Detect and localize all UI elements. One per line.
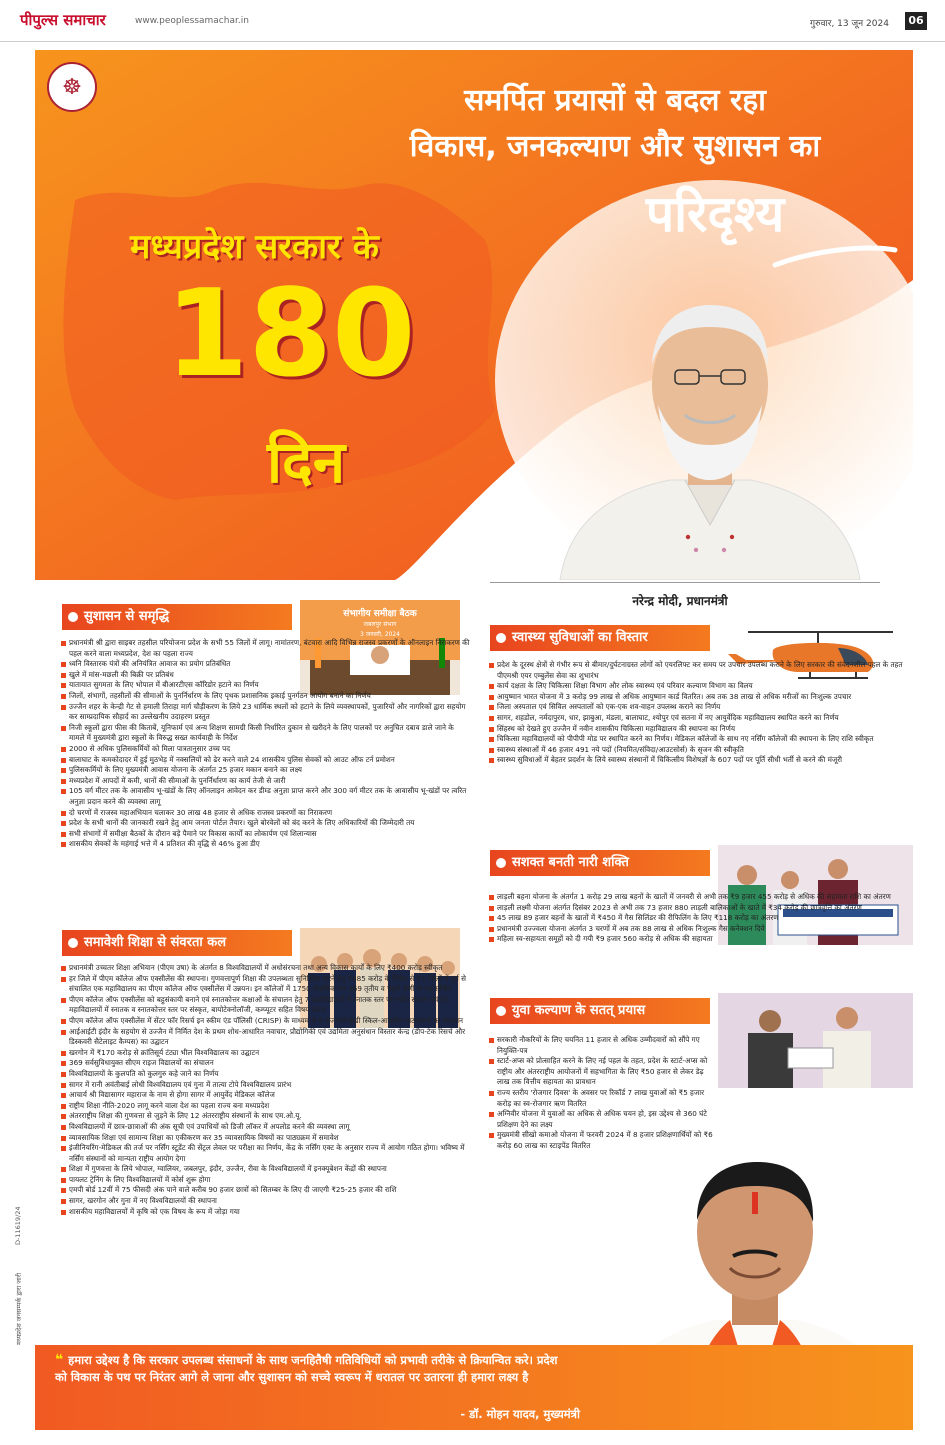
list-item: स्वास्थ्य संस्थाओं में 46 हजार 491 नये पदों (नियमित/संविदा/आउटसोर्स) के सृजन की स्वीकृति: [488, 745, 913, 756]
list-item: विश्वविद्यालयों में छात्र-छात्राओं की अंक सूची एवं उपाधियों को डिजी लॉकर में अपलोड करने की व्यवस्था लागू: [60, 1122, 470, 1133]
list-item: अंतरराष्ट्रीय शिक्षा की गुणवत्ता से जुड़ने के लिए 12 अंतरराष्ट्रीय संस्थानों के साथ एम.ओ.यू.: [60, 1111, 470, 1122]
list-item: राष्ट्रीय शिक्षा नीति-2020 लागू करने वाला देश का पहला राज्य बना मध्यप्रदेश: [60, 1101, 470, 1112]
publisher-credit: मध्यप्रदेश जनसम्पर्क द्वारा जारी: [15, 1272, 23, 1345]
website-url[interactable]: www.peoplessamachar.in: [135, 16, 249, 26]
headline-line-1: समर्पित प्रयासों से बदल रहा: [464, 83, 766, 118]
days-unit: दिन: [267, 428, 346, 496]
list-item: प्रधानमंत्री उज्ज्वला योजना अंतर्गत 3 चरणों में अब तक 88 लाख से अधिक निःशुल्क गैस कनेक्शन दिये: [488, 924, 913, 935]
headline-big: परिदृश्य: [645, 185, 785, 243]
list-item: अग्निवीर योजना में युवाओं का अधिक से अधिक चयन हो, इस उद्देश्य से 360 घंटे प्रशिक्षण देने का लक्ष्य: [488, 1109, 713, 1130]
list-item: सागर में रानी अवंतीबाई लोधी विश्वविद्यालय एवं गुना में तात्या टोपे विश्वविद्यालय प्रारंभ: [60, 1080, 470, 1091]
section-heading-nari: सशक्त बनती नारी शक्ति: [490, 850, 710, 876]
list-item: दो चरणों में राजस्व महाअभियान चलाकर 30 लाख 48 हजार से अधिक राजस्व प्रकरणों का निराकरण: [60, 808, 470, 819]
list-item: प्रदेश के सभी थानों की जानकारी रखने हेतु आम जनता पोर्टल तैयार। खुले बोरवेलों को बंद करने के लिए अधिकारियों की जिम्मेदारी तय: [60, 818, 470, 829]
youth-welfare-illustration: [718, 993, 913, 1088]
section-heading-yuva: युवा कल्याण के सतत् प्रयास: [490, 998, 710, 1024]
list-item: 2000 से अधिक पुलिसकर्मियों को मिला पात्रतानुसार उच्च पद: [60, 744, 470, 755]
pm-portrait: [540, 275, 880, 580]
headline-line-2: विकास, जनकल्याण और सुशासन का: [409, 129, 821, 164]
list-item: 45 लाख 89 हजार बहनों के खातों में ₹450 में गैस सिलिंडर की रीफिलिंग के लिए ₹118 करोड़ का अंतरण: [488, 913, 913, 924]
ad-code: D-11619/24: [14, 1206, 22, 1245]
cm-quote-text: हमारा उद्देश्य है कि सरकार उपलब्ध संसाधनों के साथ जनहितैषी गतिविधियों को प्रभावी तरीके से क्रियान्वित करे। प्रदेश को विकास के पथ पर निरंतर आगे ले जाना और सुशासन को सच्चे स्वरूप में धरातल पर उतारना ही हमारा लक्ष्य है: [55, 1353, 558, 1384]
list-item: ध्वनि विस्तारक यंत्रों की अनियंत्रित आवाज का प्रयोग प्रतिबंधित: [60, 659, 470, 670]
list-item: जिलों, संभागों, तहसीलों की सीमाओं के पुनर्निर्धारण के लिए पृथक प्रशासनिक इकाई पुनर्गठन आयोग बनाने का निर्णय: [60, 691, 470, 702]
list-item: सागर, शहडोल, नर्मदापुरम, धार, झाबुआ, मंडला, बालाघाट, श्योपुर एवं सतना में नए आयुर्वेदिक महाविद्यालय स्थापित करने का निर्णय: [488, 713, 913, 724]
review-meeting-title: संभागीय समीक्षा बैठक: [343, 609, 417, 619]
list-item: सभी संभागों में समीक्षा बैठकों के दौरान बड़े पैमाने पर विकास कार्यों का लोकार्पण एवं शिलान्यास: [60, 829, 470, 840]
cm-quote: [55, 1352, 565, 1386]
issue-date: गुरुवार, 13 जून 2024: [810, 19, 889, 29]
list-item: प्रधानमंत्री श्री द्वारा साइबर तहसील परियोजना प्रदेश के सभी 55 जिलों में लागू। नामांतरण, बंटवारा आदि विभिन्न राजस्व प्रकरणों के ऑनलाइन निराकरण की पहल करने वाला मध्यप्रदेश, देश का पहला राज्य: [60, 638, 470, 659]
list-item: 105 वर्ग मीटर तक के आवासीय भू-खंडों के लिए ऑनलाइन आवेदन कर डीम्ड अनुज्ञा प्राप्त करने और 300 वर्ग मीटर तक के आवासीय भू-खंडों पर त्वरित अनुज्ञा प्रदान करने की व्यवस्था लागू: [60, 786, 470, 807]
banner: [35, 50, 913, 580]
list-item: राज्य स्तरीय 'रोजगार दिवस' के अवसर पर रिकॉर्ड 7 लाख युवाओं को ₹5 हजार करोड़ का स्व-रोजगार ऋण वितरित: [488, 1088, 713, 1109]
list-item: पीएम कॉलेज ऑफ एक्सीलेंस को बहुसंकायी बनाने एवं स्नातकोत्तर कक्षाओं के संचालन हेतु 7 महाविद्यालयों में स्नातक स्तर पर नवीन संकाय एवं 55 महाविद्यालयों में स्नातक व स्नातकोत्तर स्तर पर संस्कृत, बायोटेक्नोलॉजी, कम्प्यूटर सहित विषय प्रारंभ: [60, 995, 470, 1016]
list-item: पीएम कॉलेज ऑफ एक्सीलेंस में सेंटर फॉर रिसर्च इन स्कीम एंड पॉलिसी (CRISP) के माध्यम से 6 रोजगारोन्मुखी स्किल-आधारित पाठ्यक्रमों का संचालन: [60, 1016, 470, 1027]
list-item: जिला अस्पताल एवं सिविल अस्पतालों को एक-एक शव-वाहन उपलब्ध कराने का निर्णय: [488, 702, 913, 713]
shiksha-list: [60, 963, 470, 1217]
list-item: पुलिसकर्मियों के लिए मुख्यमंत्री आवास योजना के अंतर्गत 25 हजार मकान बनाने का लक्ष्य: [60, 765, 470, 776]
swasthya-list: [488, 660, 913, 766]
list-item: महिला स्व-सहायता समूहों को दी गयी ₹9 हजार 560 करोड़ से अधिक की सहायता: [488, 934, 913, 945]
list-item: सरकारी नौकरियों के लिए चयनित 11 हजार से अधिक उम्मीदवारों को सौंपे गए नियुक्ति-पत्र: [488, 1035, 713, 1056]
list-item: प्रधानमंत्री उच्चतर शिक्षा अभियान (पीएम उषा) के अंतर्गत 8 विश्वविद्यालयों में अधोसंरचना तथा अन्य विकास कार्यों के लिए ₹400 करोड़ स्वीकृत: [60, 963, 470, 974]
list-item: यातायात सुगमता के लिए भोपाल में बीआरटीएस कॉरिडोर हटाने का निर्णय: [60, 680, 470, 691]
list-item: मुख्यमंत्री सीखो कमाओ योजना में फरवरी 2024 में 8 हजार प्रशिक्षणार्थियों को ₹6 करोड़ 60 लाख का स्टाइपेंड वितरित: [488, 1130, 713, 1151]
list-item: उज्जैन शहर के केन्द्री गेट से हमाली तिराहा मार्ग चौड़ीकरण के लिये 23 धार्मिक स्थलों को हटाने के लिये व्यवस्थापकों, पुजारियों और नागरिकों द्वारा सहयोग कर साम्प्रदायिक सौहार्द का उल्लेखनीय उदाहरण प्रस्तुत: [60, 702, 470, 723]
list-item: व्यावसायिक शिक्षा एवं सामान्य शिक्षा का एकीकरण कर 35 व्यावसायिक विषयों का पाठ्यक्रम में समावेश: [60, 1133, 470, 1144]
banner-headline: [355, 78, 875, 170]
list-item: आचार्य श्री विद्यासागर महाराज के नाम से होगा सागर में आयुर्वेद मेडिकल कॉलेज: [60, 1090, 470, 1101]
list-item: 369 सर्वसुविधायुक्त सीएम राइज विद्यालयों का संचालन: [60, 1058, 470, 1069]
review-meeting-subtitle: जबलपुर संभाग: [363, 621, 397, 628]
list-item: एमपी बोर्ड 12वीं में 75 फीसदी अंक पाने वाले करीब 90 हजार छात्रों को सितम्बर के लिए दी जाएगी ₹25-25 हजार की राशि: [60, 1185, 470, 1196]
cm-quote-author: - डॉ. मोहन यादव, मुख्यमंत्री: [460, 1407, 580, 1421]
list-item: आईआईटी इंदौर के सहयोग से उज्जैन में निर्मित देश के प्रथम शोध-आधारित नवाचार, प्रौद्योगिकी एवं उद्यमिता अनुसंधान विस्तार केन्द्र (डीप-टेक रिसर्च और डिस्कवरी सैटेलाइट कैम्पस) का उद्घाटन: [60, 1027, 470, 1048]
mp-govt-title: मध्यप्रदेश सरकार के: [130, 227, 379, 267]
review-meeting-date: 3 जनवरी, 2024: [360, 631, 400, 638]
sushasan-list: [60, 638, 470, 850]
newspaper-logo[interactable]: पीपुल्स समाचार: [20, 11, 106, 29]
list-item: प्रदेश के दूरस्थ क्षेत्रों से गंभीर रूप से बीमार/दुर्घटनाग्रस्त लोगों को एयरलिफ्ट कर समय पर उपचार उपलब्ध कराने के लिए सरकार की संवेदनशील पहल के तहत पीएमश्री एयर एम्बुलेंस सेवा का शुभारंभ: [488, 660, 913, 681]
page-number: 06: [905, 12, 927, 30]
list-item: निजी स्कूलों द्वारा फीस की किताबें, यूनिफार्म एवं अन्य शिक्षण सामग्री किसी निर्धारित दुकान से खरीदने के लिए पालकों पर अनुचित दबाव डाले जाने के मामले में मुख्यमंत्री द्वारा स्कूलों के विरुद्ध सख्त कार्यवाही के निर्देश: [60, 723, 470, 744]
yuva-list: [488, 1035, 713, 1152]
list-item: सागर, खरगोन और गुना में नए विश्वविद्यालयों की स्थापना: [60, 1196, 470, 1207]
list-item: खुले में मांस-मछली की बिक्री पर प्रतिबंध: [60, 670, 470, 681]
list-item: शासकीय महाविद्यालयों में कृषि को एक विषय के रूप में जोड़ा गया: [60, 1207, 470, 1218]
mp-govt-emblem-icon: ☸: [47, 62, 97, 112]
list-item: कार्य दक्षता के लिए चिकित्सा शिक्षा विभाग और लोक स्वास्थ्य एवं परिवार कल्याण विभाग का विलय: [488, 681, 913, 692]
list-item: चिकित्सा महाविद्यालयों को पीपीपी मोड पर स्थापित करने का निर्णय। मेडिकल कॉलेजों के साथ नए नर्सिंग कॉलेजों की स्थापना के लिए राशि स्वीकृत: [488, 734, 913, 745]
list-item: विश्वविद्यालयों के कुलपति को कुलगुरु कहे जाने का निर्णय: [60, 1069, 470, 1080]
list-item: शिक्षा में गुणवत्ता के लिये भोपाल, ग्वालियर, जबलपुर, इंदौर, उज्जैन, रीवा के विश्वविद्यालयों में इनक्यूबेशन केंद्रों की स्थापना: [60, 1164, 470, 1175]
list-item: बालाघाट के कमकोदादर में हुई मुठभेड़ में नक्सलियों को ढेर करने वाले 24 शासकीय पुलिस सेवकों को आउट ऑफ टर्न प्रमोशन: [60, 755, 470, 766]
list-item: हर जिले में पीएम कॉलेज ऑफ एक्सीलेंस की स्थापना। गुणवत्तापूर्ण शिक्षा की उपलब्धता सुनिश्चित करने हेतु ₹485 करोड़ के निवेश से 55 जिलों में पूर्व से संचालित एक महाविद्यालय का पीएम कॉलेज ऑफ एक्सीलेंस में उन्नयन। इन कॉलेजों में 1750 शैक्षणिक एवं 369 तृतीय व चतुर्थ श्रेणी के पद सृजित: [60, 974, 470, 995]
section-heading-sushasan: सुशासन से समृद्धि: [62, 604, 292, 630]
section-heading-shiksha: समावेशी शिक्षा से संवरता कल: [62, 930, 292, 956]
pm-caption: नरेन्द्र मोदी, प्रधानमंत्री: [632, 594, 728, 608]
section-heading-swasthya: स्वास्थ्य सुविधाओं का विस्तार: [490, 625, 710, 651]
list-item: लाड़ली बहना योजना के अंतर्गत 1 करोड़ 29 लाख बहनों के खातों में जनवरी से अभी तक ₹9 हजार 455 करोड़ से अधिक की सहायता राशि का अंतरण: [488, 892, 913, 903]
list-item: शासकीय सेवकों के महंगाई भत्ते में 4 प्रतिशत की वृद्धि से 46% हुआ डीए: [60, 839, 470, 850]
nari-list: [488, 892, 913, 945]
masthead: [0, 0, 945, 42]
list-item: इंजीनियरिंग-मेडिकल की तर्ज पर नर्सिंग स्टूडेंट की सेंट्रल लेवल पर परीक्षा का निर्णय, केंद्र के नर्सिंग एक्ट के अनुसार राज्य में आयोग गठित होगा। भविष्य में नर्सिंग संस्थानों को मान्यता राष्ट्रीय आयोग देगा: [60, 1143, 470, 1164]
caption-divider: [490, 582, 880, 583]
list-item: मध्यप्रदेश में आपदों में कमी, थानों की सीमाओं के पुनर्निर्धारण का कार्य तेजी से जारी: [60, 776, 470, 787]
list-item: स्टार्ट-अप्स को प्रोत्साहित करने के लिए नई पहल के तहत, प्रदेश के स्टार्ट-अप्स को राष्ट्रीय और अंतरराष्ट्रीय आयोजनों में सहभागिता के लिए ₹50 हजार से लेकर डेढ़ लाख तक वित्तीय सहायता का प्रावधान: [488, 1056, 713, 1088]
quote-mark-icon: ❝: [55, 1352, 69, 1368]
list-item: सिंहस्थ को देखते हुए उज्जैन में नवीन शासकीय चिकित्सा महाविद्यालय की स्थापना का निर्णय: [488, 724, 913, 735]
list-item: खरगोन में ₹170 करोड़ से क्रांतिसूर्य टंट्या भील विश्वविद्यालय का उद्घाटन: [60, 1048, 470, 1059]
list-item: पायलट ट्रेनिंग के लिए विश्वविद्यालयों में कोर्स शुरू होगा: [60, 1175, 470, 1186]
list-item: लाड़ली लक्ष्मी योजना अंतर्गत दिसंबर 2023 से अभी तक 73 हजार 880 लाड़ली बालिकाओं के खाते में ₹34 करोड़ की छात्रवृत्ति का अंतरण: [488, 903, 913, 914]
list-item: आयुष्मान भारत योजना में 3 करोड़ 99 लाख से अधिक आयुष्मान कार्ड वितरित। अब तक 38 लाख से अधिक मरीजों का निःशुल्क उपचार: [488, 692, 913, 703]
list-item: स्वास्थ्य सुविधाओं में बेहतर प्रदर्शन के लिये स्वास्थ्य संस्थानों में चिकित्सीय विशेषज्ञों के 607 पदों पर पूर्ति सीधी भर्ती से करने की मंजूरी: [488, 755, 913, 766]
days-number: 180: [165, 265, 416, 404]
youth-welfare-photo: [718, 993, 913, 1088]
